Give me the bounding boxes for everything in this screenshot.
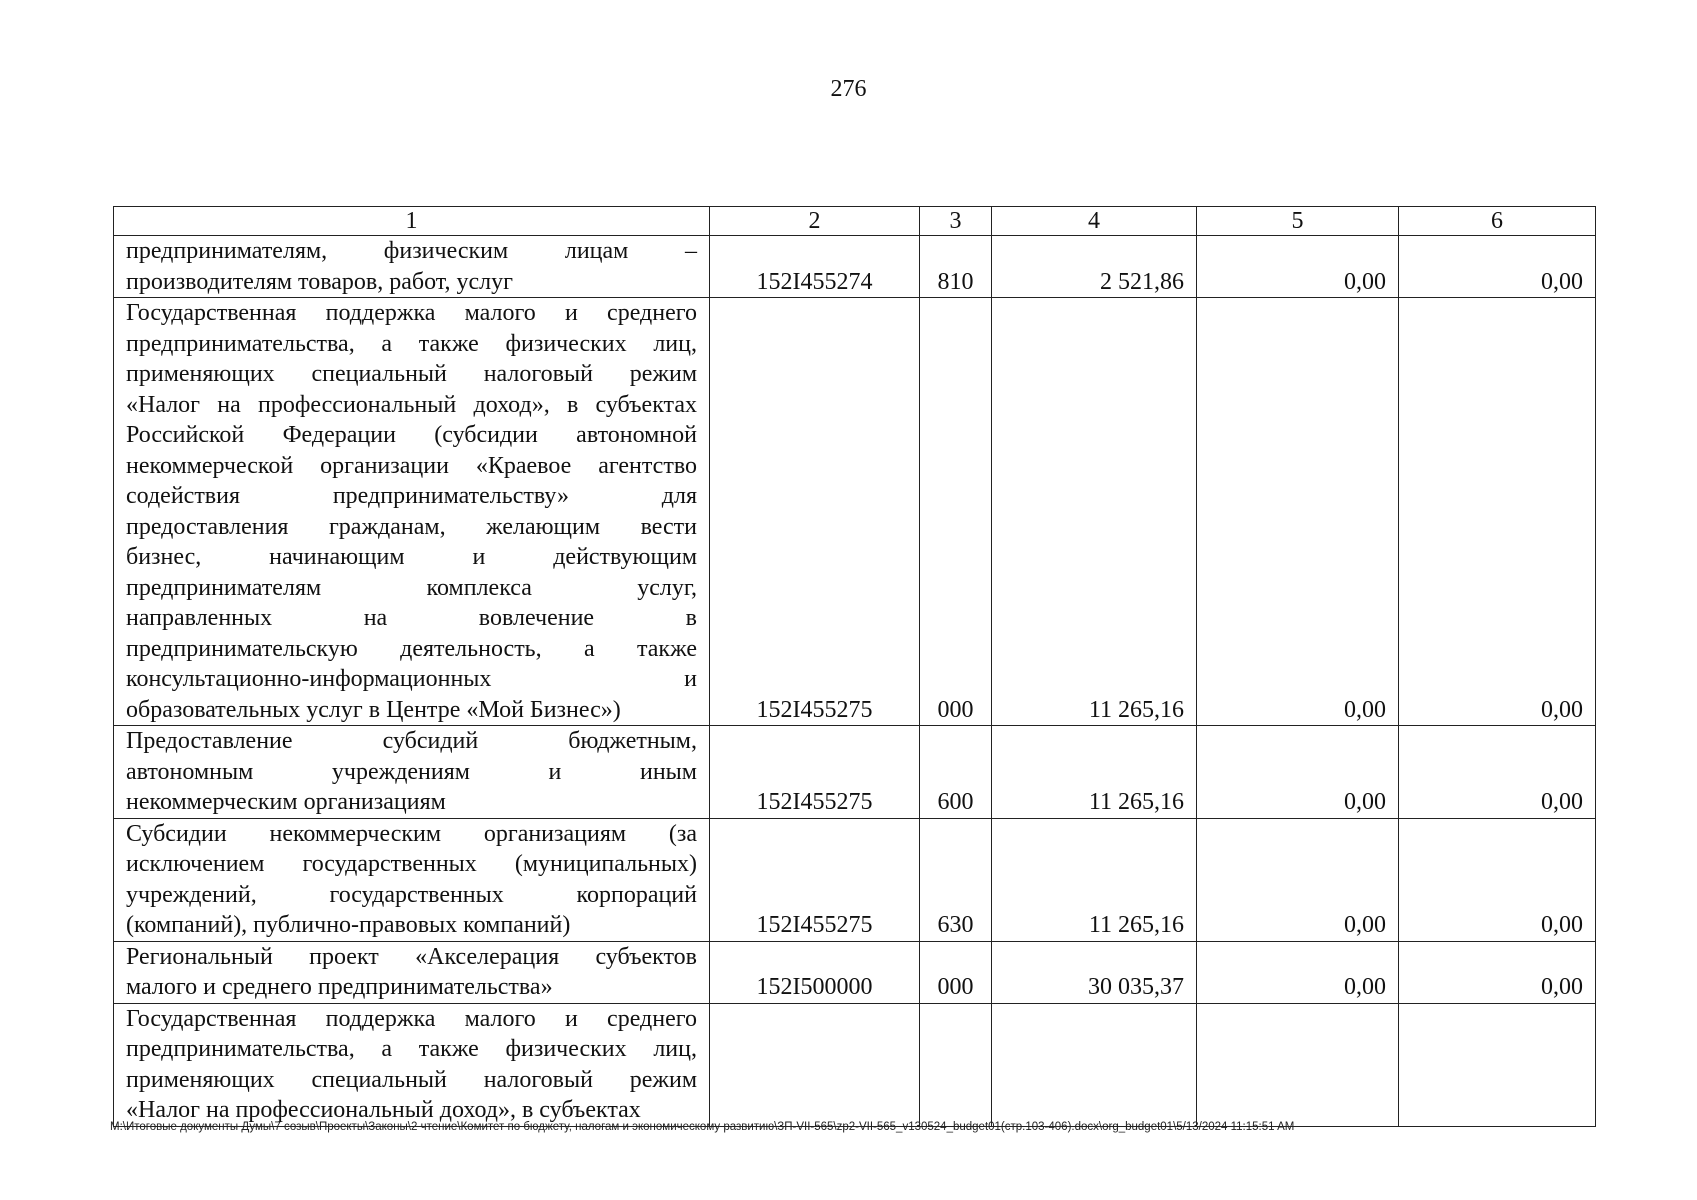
amount-year-3: 0,00 <box>1399 818 1596 941</box>
amount-year-1 <box>992 1003 1197 1126</box>
row-name-line: направленных на вовлечение в <box>126 605 697 631</box>
row-name <box>114 236 710 298</box>
row-name-line: предпринимательства, а также физических лиц, <box>126 1036 697 1062</box>
column-number: 5 <box>1197 207 1399 236</box>
amount-year-2: 0,00 <box>1197 941 1399 1003</box>
footer-file-path: M:\Итоговые документы Думы\7 созыв\Проекты\Законы\2 чтение\Комитет по бюджету, налогам и экономическому развитию\ЗП-VII-565\zp2-VII-565_v130524_budget01(стр.103-406).docx\org_budget01\5/13/2024 11:15:51 AM <box>110 1121 1295 1133</box>
row-name-line: некоммерческой организации «Краевое агентство <box>126 452 697 479</box>
budget-table <box>113 206 1596 1127</box>
row-name-line: Государственная поддержка малого и среднего <box>126 1005 697 1032</box>
column-number: 4 <box>992 207 1197 236</box>
row-name <box>114 818 710 941</box>
column-number-row <box>114 207 1596 236</box>
table-row <box>114 726 1596 819</box>
table-row <box>114 818 1596 941</box>
amount-year-1: 11 265,16 <box>992 298 1197 726</box>
amount-year-1: 11 265,16 <box>992 818 1197 941</box>
table-row <box>114 236 1596 298</box>
row-name-line: учреждений, государственных корпораций <box>126 881 697 908</box>
row-name-line: предпринимателям комплекса услуг, <box>126 574 697 601</box>
budget-table-body <box>114 207 1596 1127</box>
row-name-line: Региональный проект «Акселерация субъектов <box>126 943 697 970</box>
amount-year-1: 2 521,86 <box>992 236 1197 298</box>
amount-year-3 <box>1399 1003 1596 1126</box>
amount-year-2: 0,00 <box>1197 298 1399 726</box>
row-name-line: производителям товаров, работ, услуг <box>126 268 513 295</box>
page-number: 276 <box>830 76 867 102</box>
row-name-line: исключением государственных (муниципальных) <box>126 851 697 877</box>
column-number: 6 <box>1399 207 1596 236</box>
row-name-line: предоставления гражданам, желающим вести <box>126 513 697 540</box>
row-name-line: Российской Федерации (субсидии автономной <box>126 422 697 448</box>
row-name-line: некоммерческим организациям <box>126 789 446 815</box>
amount-year-2: 0,00 <box>1197 726 1399 819</box>
row-name-line: образовательных услуг в Центре «Мой Бизнес») <box>126 696 621 723</box>
row-name-line: малого и среднего предпринимательства» <box>126 974 553 1000</box>
row-name-line: (компаний), публично-правовых компаний) <box>126 912 571 938</box>
amount-year-3: 0,00 <box>1399 236 1596 298</box>
expense-type-code: 000 <box>920 941 992 1003</box>
target-article-code: 152I455274 <box>710 236 920 298</box>
amount-year-1: 11 265,16 <box>992 726 1197 819</box>
target-article-code: 152I500000 <box>710 941 920 1003</box>
row-name-line: применяющих специальный налоговый режим <box>126 1066 697 1093</box>
column-number: 1 <box>114 207 710 236</box>
expense-type-code: 810 <box>920 236 992 298</box>
amount-year-2: 0,00 <box>1197 236 1399 298</box>
row-name <box>114 941 710 1003</box>
row-name-line: предпринимательскую деятельность, а также <box>126 635 697 662</box>
amount-year-3: 0,00 <box>1399 298 1596 726</box>
row-name-line: Субсидии некоммерческим организациям (за <box>126 820 697 847</box>
amount-year-2 <box>1197 1003 1399 1126</box>
amount-year-3: 0,00 <box>1399 941 1596 1003</box>
table-row <box>114 1003 1596 1126</box>
row-name-line: содействия предпринимательству» для <box>126 483 697 509</box>
row-name <box>114 298 710 726</box>
expense-type-code <box>920 1003 992 1126</box>
row-name-line: предпринимательства, а также физических лиц, <box>126 330 697 357</box>
row-name-line: «Налог на профессиональный доход», в субъектах <box>126 1097 641 1123</box>
amount-year-2: 0,00 <box>1197 818 1399 941</box>
expense-type-code: 600 <box>920 726 992 819</box>
target-article-code: 152I455275 <box>710 818 920 941</box>
row-name-line: применяющих специальный налоговый режим <box>126 361 697 387</box>
row-name-line: Предоставление субсидий бюджетным, <box>126 728 697 754</box>
target-article-code: 152I455275 <box>710 726 920 819</box>
column-number: 3 <box>920 207 992 236</box>
row-name-line: «Налог на профессиональный доход», в субъектах <box>126 391 697 418</box>
row-name-line: консультационно-информационных и <box>126 666 697 692</box>
row-name-line: бизнес, начинающим и действующим <box>126 544 697 570</box>
row-name-line: автономным учреждениям и иным <box>126 758 697 785</box>
table-row <box>114 298 1596 726</box>
target-article-code: 152I455275 <box>710 298 920 726</box>
column-number: 2 <box>710 207 920 236</box>
target-article-code <box>710 1003 920 1126</box>
table-row <box>114 941 1596 1003</box>
amount-year-3: 0,00 <box>1399 726 1596 819</box>
expense-type-code: 000 <box>920 298 992 726</box>
amount-year-1: 30 035,37 <box>992 941 1197 1003</box>
row-name-line: предпринимателям, физическим лицам – <box>126 238 697 264</box>
row-name-line: Государственная поддержка малого и среднего <box>126 300 697 326</box>
expense-type-code: 630 <box>920 818 992 941</box>
row-name <box>114 1003 710 1126</box>
row-name <box>114 726 710 819</box>
